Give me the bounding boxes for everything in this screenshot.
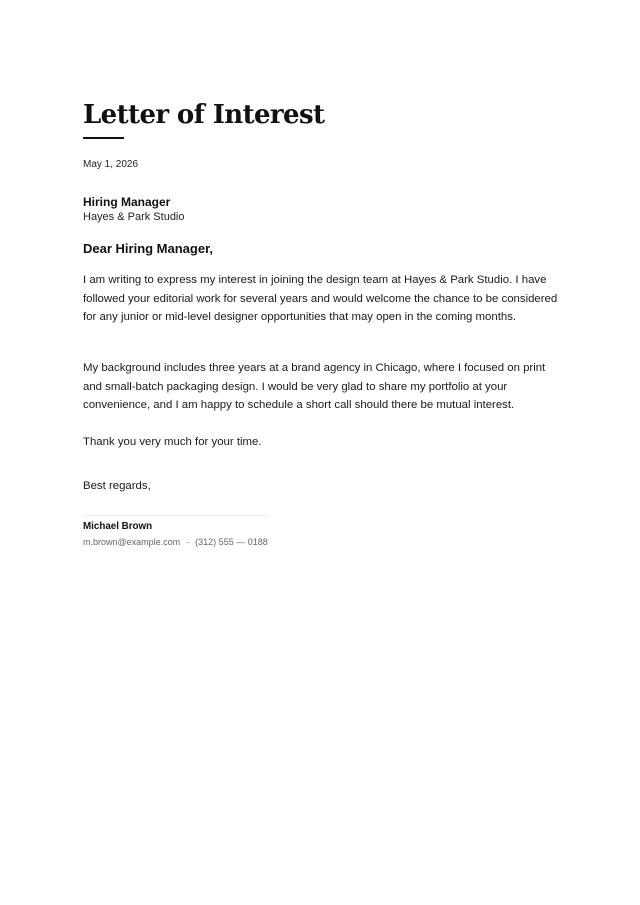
contact-separator: · [186, 537, 190, 547]
signature-name: Michael Brown [83, 521, 153, 532]
signature-contact [83, 537, 268, 547]
letter-title: Letter of Interest [83, 100, 325, 130]
body-paragraph-2: My background includes three years at a brand agency in Chicago, where I focused on print and small-batch packaging design. I would be very glad to share my portfolio at your convenience, and I am happy to schedule a short call should there be mutual interest. [83, 362, 546, 411]
letter-date: May 1, 2026 [83, 159, 139, 170]
recipient-organization: Hayes & Park Studio [83, 211, 185, 223]
salutation: Dear Hiring Manager, [83, 241, 214, 256]
closing: Best regards, [83, 480, 151, 492]
signature-phone: (312) 555 — 0188 [195, 537, 268, 547]
title-underline [83, 137, 124, 139]
recipient-name: Hiring Manager [83, 195, 171, 209]
signature-email: m.brown@example.com [83, 537, 181, 547]
signature-divider [83, 515, 269, 516]
body-paragraph-1: I am writing to express my interest in joining the design team at Hayes & Park Studio. I have followed your editorial work for several years and would welcome the chance to be considered for any junior or mid-level designer opportunities that may open in the coming months. [83, 274, 558, 323]
body-paragraph-3: Thank you very much for your time. [83, 436, 262, 448]
